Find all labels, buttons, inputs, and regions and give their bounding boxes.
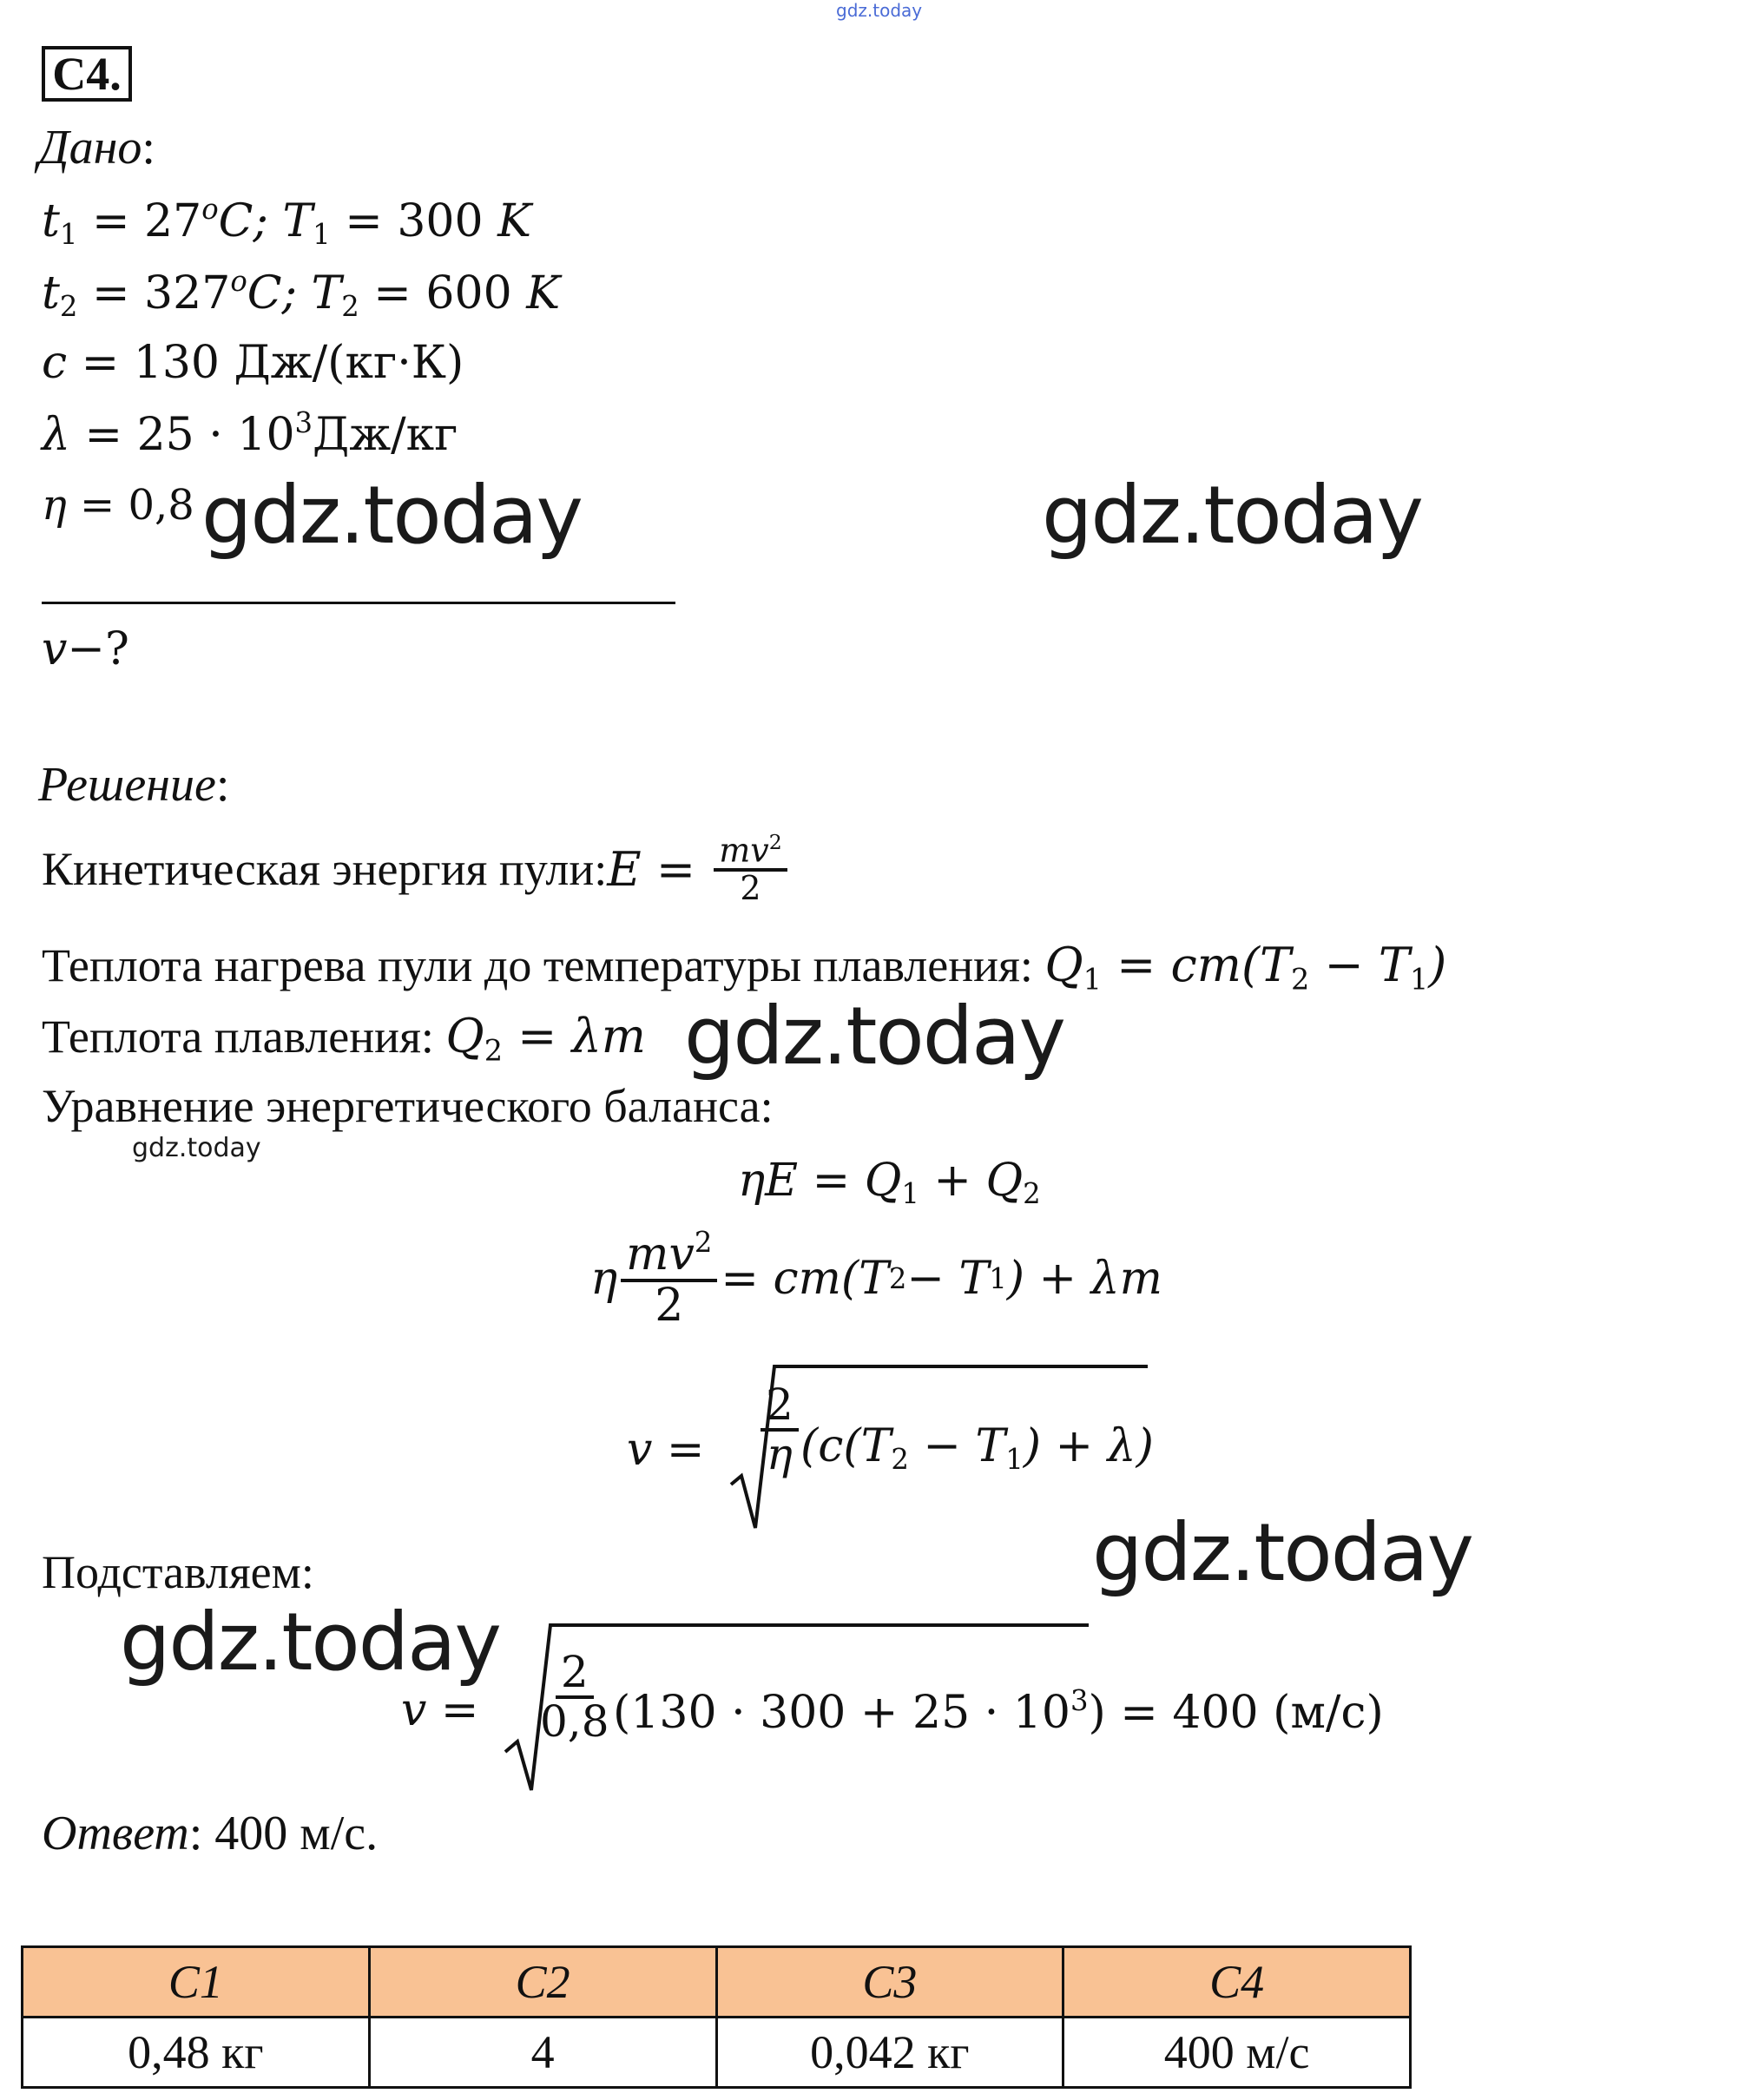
watermark: gdz.today <box>201 469 582 562</box>
given-title: Дано: <box>38 121 155 174</box>
task-label: C4. <box>42 46 132 102</box>
solution-title: Решение: <box>38 758 230 812</box>
answers-header-c4: C4 <box>1063 1947 1411 2018</box>
answers-value-c1: 0,48 кг <box>23 2018 370 2088</box>
equation-substituted: v = $\frac{2}{0,8}$ $(130 \cdot 300 + 25 \cdot 10^3) = 400$ (м/с) <box>401 1622 1391 1795</box>
watermark: gdz.today <box>132 1133 261 1163</box>
find-line: v−? <box>42 623 129 675</box>
given-divider <box>42 602 675 604</box>
balance-line: Уравнение энергетического баланса: <box>42 1080 774 1132</box>
substitute-line: Подставляем: <box>42 1546 314 1598</box>
answers-header-c1: C1 <box>23 1947 370 2018</box>
answers-value-c4: 400 м/с <box>1063 2018 1411 2088</box>
answers-header-c2: C2 <box>369 1947 716 2018</box>
answers-table <box>21 1945 1412 2089</box>
given-title-text: Дано <box>38 121 142 174</box>
equation-balance: $\eta E = Q_1 + Q_2$ <box>738 1155 1041 1211</box>
equation-velocity: v = $\frac{2}{\eta}$ $(c(T_2 - T_1) + \lambda)$ <box>627 1363 1165 1537</box>
watermark: gdz.today <box>1042 469 1422 562</box>
watermark: gdz.today <box>120 1596 500 1689</box>
melt-line: Теплота плавления: $Q_2 = \lambda m$ <box>42 1009 647 1068</box>
watermark: gdz.today <box>684 990 1064 1083</box>
equation-expanded: η $\frac{mv^2}{2}$ = cm(T 2 − T 1 ) + λm <box>590 1226 1162 1332</box>
answers-value-c3: 0,042 кг <box>716 2018 1063 2088</box>
watermark: gdz.today <box>1092 1506 1472 1599</box>
kinetic-line: Кинетическая энергия пули: E = $\frac{mv^2}{2}$ <box>42 832 791 906</box>
given-line-5: η = 0,8 <box>42 481 194 530</box>
answers-header-c3: C3 <box>716 1947 1063 2018</box>
answer-line: Ответ: 400 м/с. <box>42 1807 379 1860</box>
header-watermark: gdz.today <box>836 0 923 21</box>
given-line-3: c = 130 Дж/(кг·К) <box>42 337 464 389</box>
given-line-1: $t_1 = 27^oC$; $T_1 = 300$ K <box>42 193 531 251</box>
heat-line: Теплота нагрева пули до температуры плавления: $Q_1 = cm(T_2 - T_1)$ <box>42 938 1447 997</box>
given-line-4: $\lambda = 25 \cdot 10^3Дж/кг$ <box>42 406 458 461</box>
given-line-2: $t_2 = 327^oC$; $T_2 = 600$ K <box>42 265 561 323</box>
answers-value-row <box>23 2018 1411 2088</box>
answers-value-c2: 4 <box>369 2018 716 2088</box>
answers-header-row <box>23 1947 1411 2018</box>
